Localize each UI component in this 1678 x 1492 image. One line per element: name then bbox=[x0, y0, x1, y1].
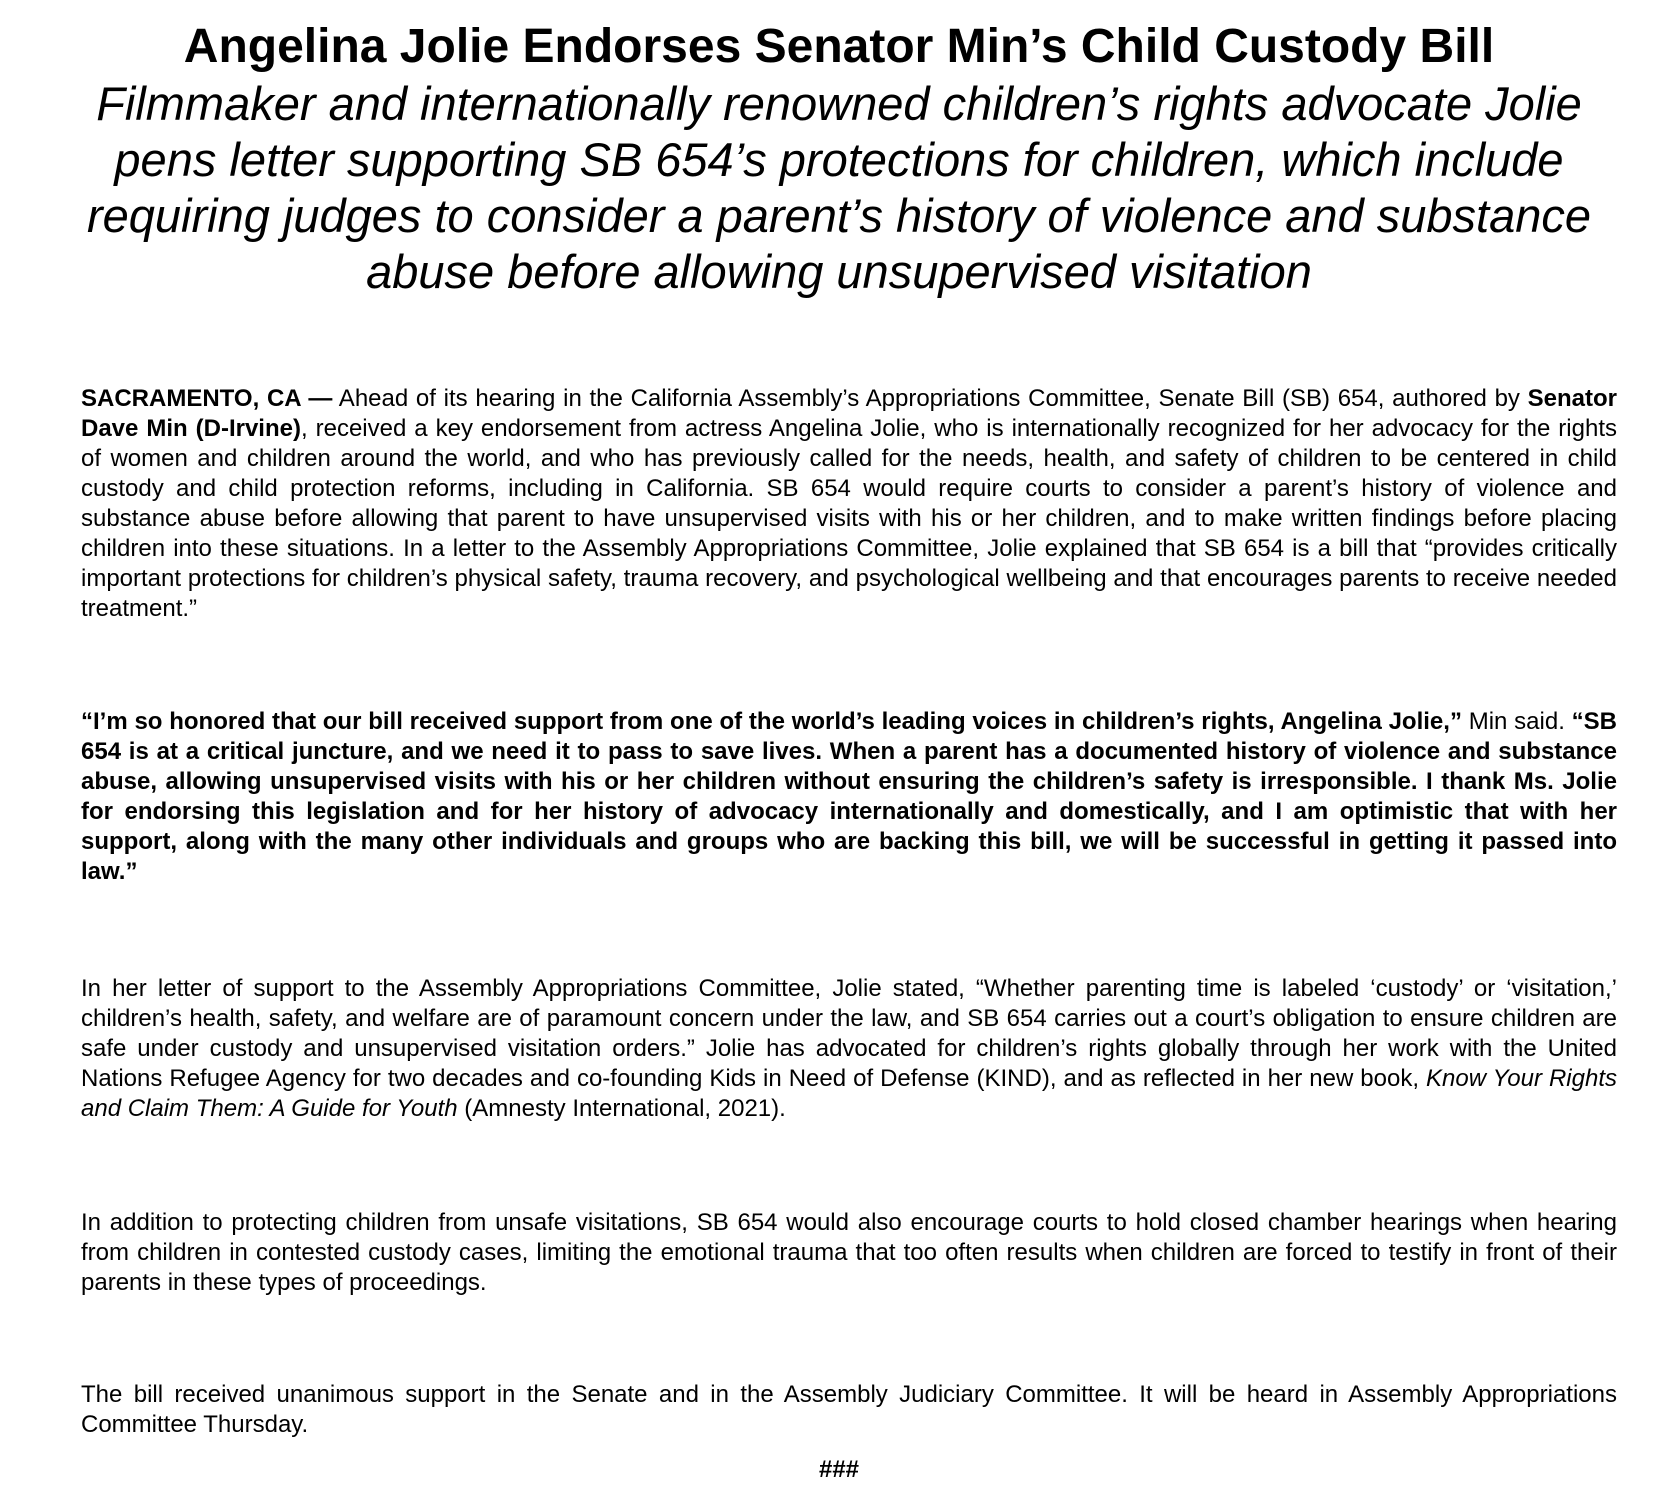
book-title: Know Your Rights and Claim Them: A Guide for Youth bbox=[81, 1065, 1617, 1122]
author-name: Senator Dave Min (D-Irvine) bbox=[81, 385, 1617, 442]
paragraph-closed-hearings: In addition to protecting children from unsafe visitations, SB 654 would also encourage courts to hold closed chamber hearings when hearing from children in contested custody cases, limiting the emotional trauma that too often results when children are forced to testify in front of their parents in these types of proceedings. bbox=[81, 1209, 1617, 1296]
quote-part-a: “I’m so honored that our bill received support from one of the world’s leading voices in children’s rights, Angelina Jolie,” bbox=[81, 708, 1462, 735]
paragraph-jolie-letter bbox=[81, 974, 1617, 1124]
paragraph-bill-status: The bill received unanimous support in the Senate and in the Assembly Judiciary Committee. It will be heard in Assembly Appropriations Committee Thursday. bbox=[81, 1381, 1617, 1438]
end-mark: ### bbox=[818, 1456, 860, 1483]
quote-part-b: “SB 654 is at a critical juncture, and we need it to pass to save lives. When a parent has a documented history of violence and substance abuse, allowing unsupervised visits with his or her children without ensuring the children’s safety is irresponsible. I thank Ms. Jolie for endorsing this legislation and for her history of advocacy internationally and domestically, and I am optimistic that with her support, along with the many other individuals and groups who are backing this bill, we will be successful in getting it passed into law.” bbox=[81, 708, 1617, 885]
intro-text-b: , received a key endorsement from actress Angelina Jolie, who is internationally recognized for her advocacy for the rights of women and children around the world, and who has previously called for the needs, health, and safety of children to be centered in child custody and child protection reforms, including in California. SB 654 would require courts to consider a parent’s history of violence and substance abuse before allowing that parent to have unsupervised visits with his or her children, and to make written findings before placing children into these situations. In a letter to the Assembly Appropriations Committee, Jolie explained that SB 654 is a bill that “provides critically important protections for children’s physical safety, trauma recovery, and psychological wellbeing and that encourages parents to receive needed treatment.” bbox=[81, 415, 1617, 622]
headline: Angelina Jolie Endorses Senator Min’s Child Custody Bill bbox=[183, 20, 1495, 73]
quote-attribution: Min said. bbox=[1461, 708, 1572, 735]
dateline: SACRAMENTO, CA — bbox=[81, 385, 333, 412]
intro-text-a: Ahead of its hearing in the California Assembly’s Appropriations Committee, Senate Bill (SB) 654, authored by bbox=[332, 385, 1528, 412]
paragraph-intro bbox=[81, 384, 1617, 624]
subheadline: Filmmaker and internationally renowned children’s rights advocate Jolie pens letter supporting SB 654’s protections for children, which include requiring judges to consider a parent’s history of violence and substance abuse before allowing unsupervised visitation bbox=[86, 77, 1592, 298]
paragraph-min-quote bbox=[81, 707, 1617, 887]
letter-text-a: In her letter of support to the Assembly Appropriations Committee, Jolie stated, “Whether parenting time is labeled ‘custody’ or ‘visitation,’ children’s health, safety, and welfare are of paramount concern under the law, and SB 654 carries out a court’s obligation to ensure children are safe under custody and unsupervised visitation orders.” Jolie has advocated for children’s rights globally through her work with the United Nations Refugee Agency for two decades and co-founding Kids in Need of Defense (KIND), and as reflected in her new book, bbox=[81, 975, 1617, 1092]
letter-text-b: (Amnesty International, 2021). bbox=[457, 1095, 786, 1122]
